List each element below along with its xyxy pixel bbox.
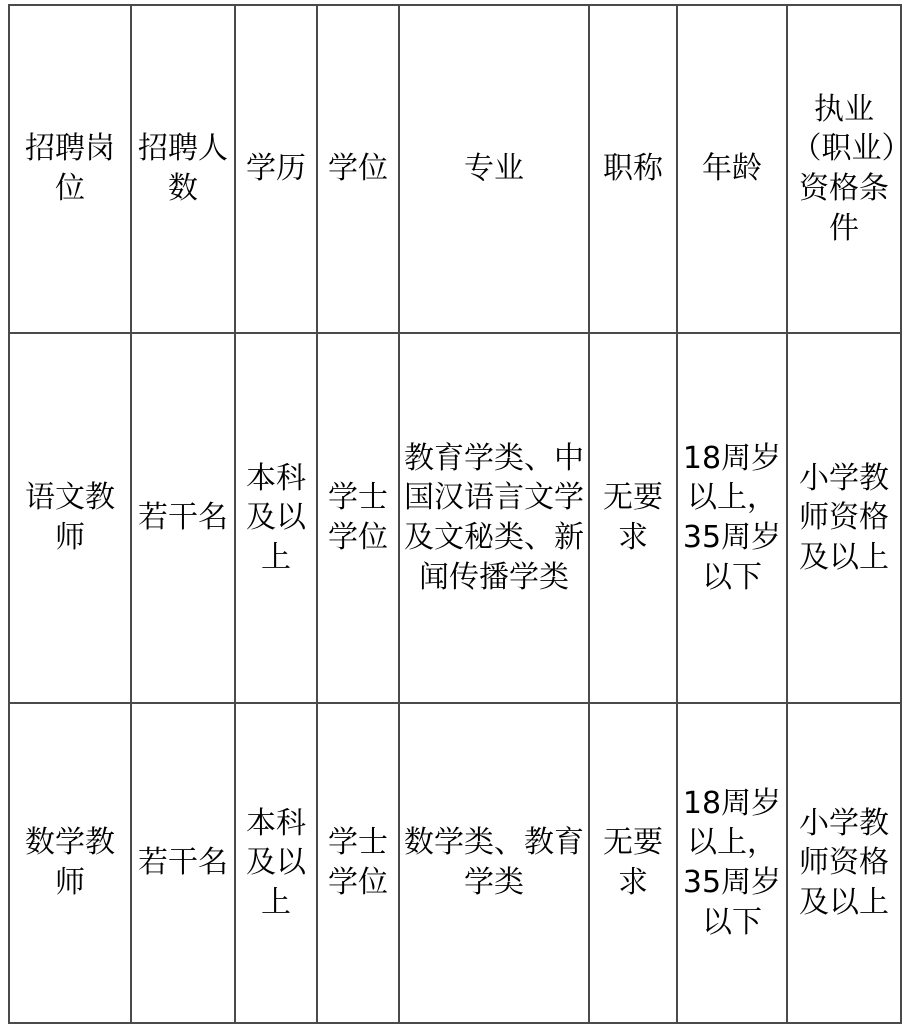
header-text: 执业（职业）资格条件 [791,91,897,246]
column-header-age [677,5,787,333]
column-header-headcount [131,5,235,333]
cell-degree [317,333,399,703]
cell-position [9,333,131,703]
cell-education [235,333,317,703]
cell-text: 语文教师 [25,480,115,555]
document-page [0,4,906,1007]
header-text: 职称 [603,151,663,187]
header-text: 年龄 [702,151,762,187]
cell-degree [317,703,399,1023]
table-row [9,703,901,1023]
cell-text: 学士学位 [328,480,388,555]
cell-text: 若干名 [138,500,228,536]
cell-text: 若干名 [138,845,228,881]
column-header-degree [317,5,399,333]
cell-major [399,333,589,703]
cell-text: 无要求 [603,825,663,900]
cell-age [677,333,787,703]
cell-education [235,703,317,1023]
cell-text: 18周岁以上，35周岁以下 [682,440,782,595]
cell-title [589,333,677,703]
cell-text: 学士学位 [328,825,388,900]
table-row [9,333,901,703]
header-text: 学历 [246,151,306,187]
column-header-education [235,5,317,333]
column-header-position [9,5,131,333]
cell-title [589,703,677,1023]
cell-text: 数学教师 [25,825,115,900]
header-text: 学位 [328,151,388,187]
header-text: 招聘人数 [138,131,228,206]
cell-text: 小学教师资格及以上 [799,460,889,575]
cell-headcount [131,703,235,1023]
cell-age [677,703,787,1023]
column-header-title [589,5,677,333]
cell-text: 18周岁以上，35周岁以下 [682,785,782,940]
cell-position [9,703,131,1023]
column-header-major [399,5,589,333]
header-text: 招聘岗位 [25,131,115,206]
cell-text: 本科及以上 [246,805,306,920]
header-text: 专业 [464,151,524,187]
cell-text: 教育学类、中国汉语言文学及文秘类、新闻传播学类 [404,440,584,595]
cell-major [399,703,589,1023]
cell-headcount [131,333,235,703]
cell-certificate [787,703,901,1023]
recruitment-table [8,4,902,1024]
cell-text: 本科及以上 [246,460,306,575]
cell-text: 数学类、教育学类 [404,825,584,900]
cell-text: 小学教师资格及以上 [799,805,889,920]
cell-certificate [787,333,901,703]
column-header-certificate [787,5,901,333]
table-header-row [9,5,901,333]
cell-text: 无要求 [603,480,663,555]
